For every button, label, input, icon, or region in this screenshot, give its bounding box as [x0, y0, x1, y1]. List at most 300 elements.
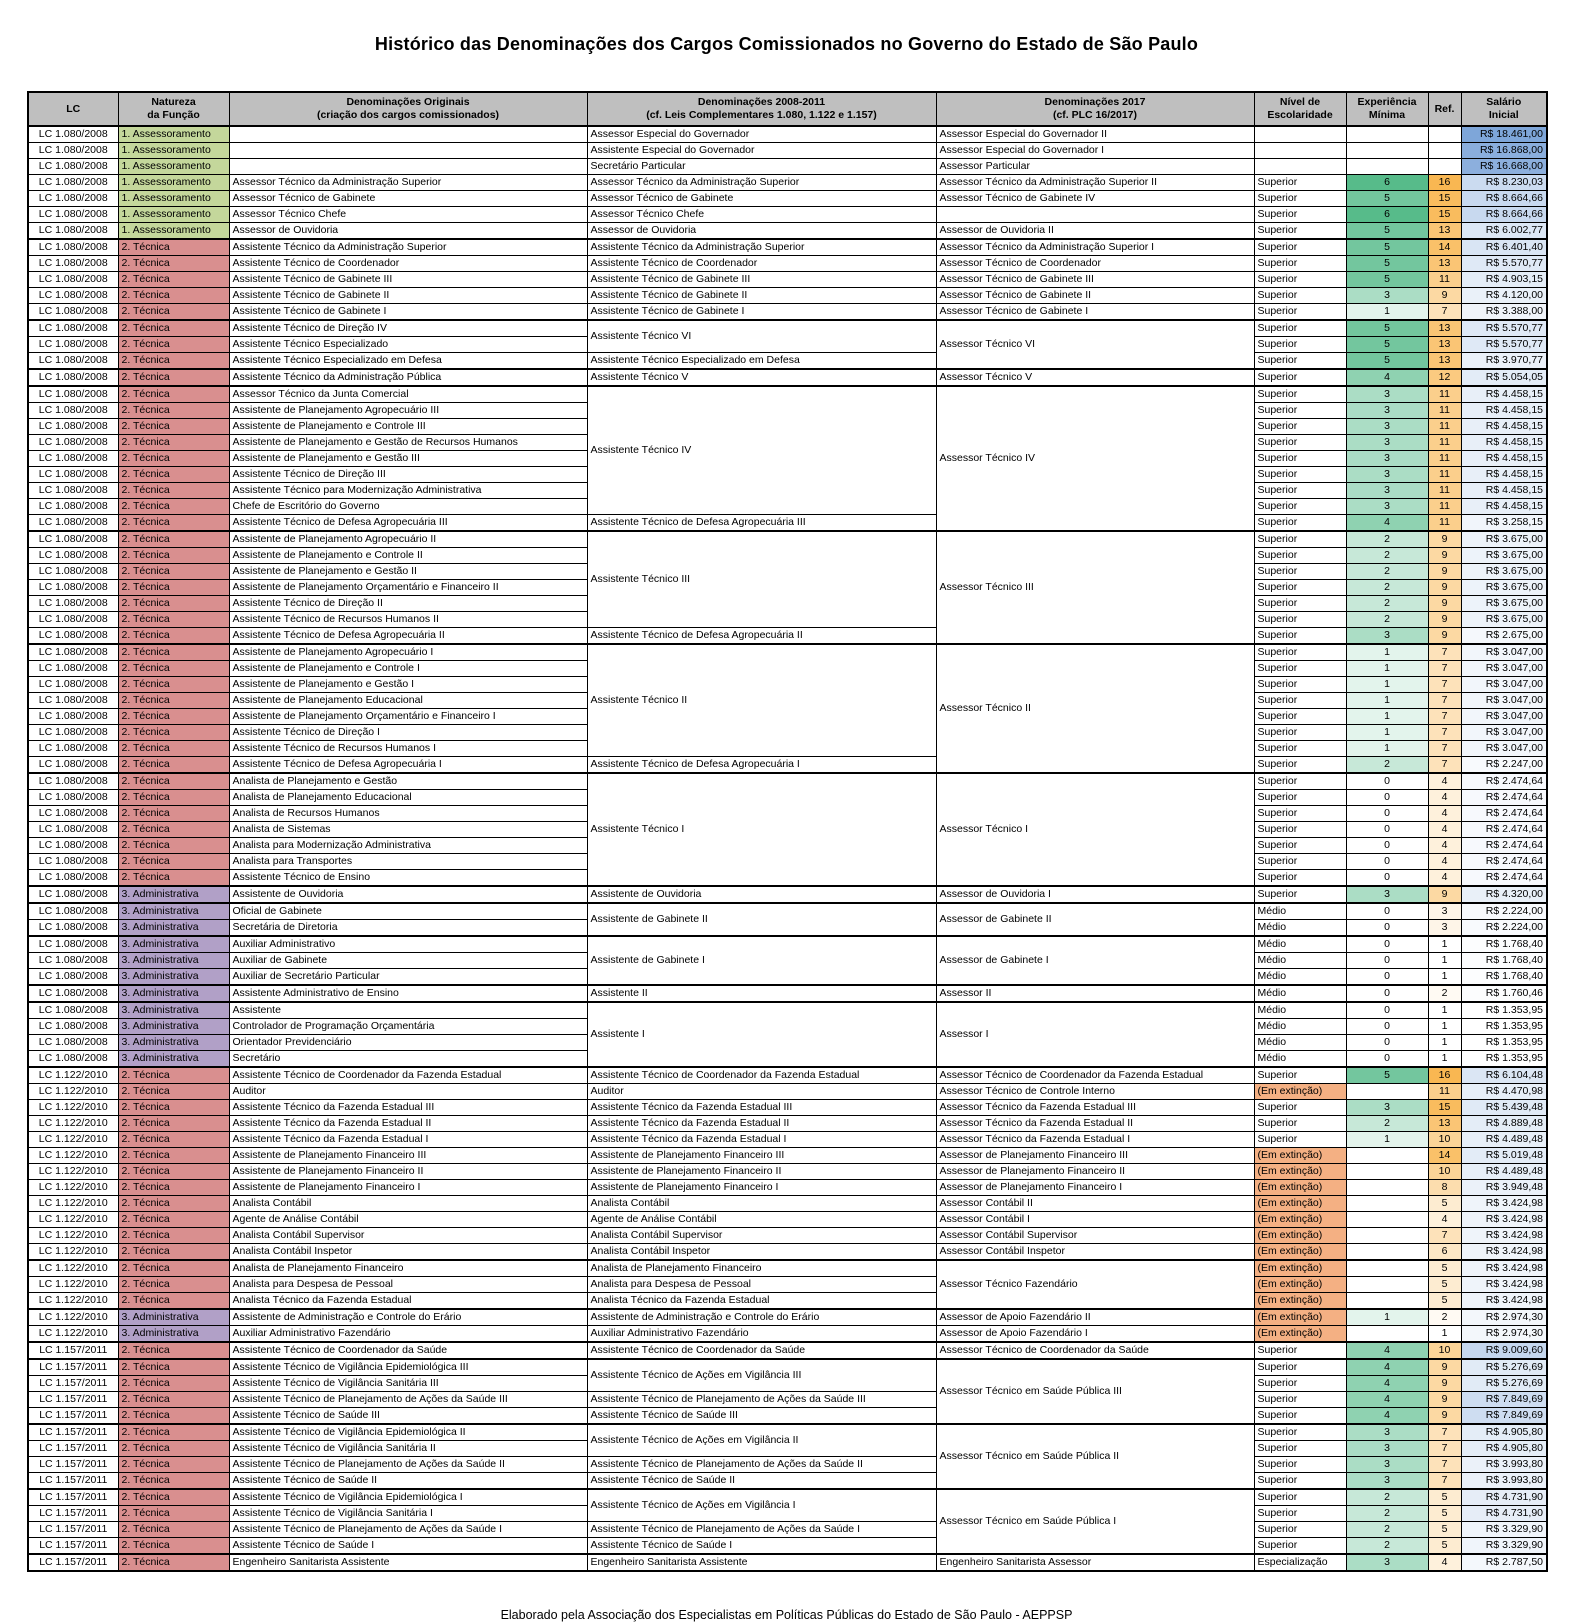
lc-cell: LC 1.080/2008	[28, 1002, 118, 1019]
denominacao-original-cell	[229, 143, 587, 159]
lc-cell: LC 1.080/2008	[28, 320, 118, 337]
natureza-cell: 2. Técnica	[118, 1277, 229, 1293]
salario-cell: R$ 1.768,40	[1461, 969, 1547, 986]
table-row	[28, 1309, 1547, 1326]
table-row	[28, 1212, 1547, 1228]
escolaridade-cell	[1254, 159, 1346, 175]
salario-cell: R$ 3.993,80	[1461, 1457, 1547, 1473]
table-row	[28, 1408, 1547, 1425]
escolaridade-cell: Superior	[1254, 191, 1346, 207]
ref-cell: 2	[1428, 985, 1461, 1002]
denominacao-2017-cell: Assessor de Planejamento Financeiro II	[936, 1164, 1254, 1180]
natureza-cell: 2. Técnica	[118, 693, 229, 709]
denominacao-2008-cell: Analista para Despesa de Pessoal	[587, 1277, 936, 1293]
natureza-cell: 2. Técnica	[118, 838, 229, 854]
experiencia-cell: 5	[1346, 239, 1428, 256]
experiencia-cell: 3	[1346, 419, 1428, 435]
denominacao-original-cell: Analista para Transportes	[229, 854, 587, 870]
escolaridade-cell: Superior	[1254, 741, 1346, 757]
ref-cell: 15	[1428, 1100, 1461, 1116]
natureza-cell: 2. Técnica	[118, 1506, 229, 1522]
escolaridade-cell: Superior	[1254, 369, 1346, 386]
lc-cell: LC 1.080/2008	[28, 822, 118, 838]
salario-cell: R$ 4.470,98	[1461, 1084, 1547, 1100]
escolaridade-cell: Superior	[1254, 628, 1346, 645]
denominacao-original-cell: Oficial de Gabinete	[229, 903, 587, 920]
escolaridade-cell: Superior	[1254, 419, 1346, 435]
table-row	[28, 1489, 1547, 1506]
experiencia-cell: 3	[1346, 1473, 1428, 1490]
denominacao-2008-cell: Assistente Técnico de Defesa Agropecuária III	[587, 515, 936, 532]
denominacao-original-cell: Assistente de Planejamento Financeiro II	[229, 1164, 587, 1180]
salario-cell: R$ 3.675,00	[1461, 580, 1547, 596]
denominacao-2017-cell: Assessor de Planejamento Financeiro III	[936, 1148, 1254, 1164]
escolaridade-cell: Superior	[1254, 1116, 1346, 1132]
denominacao-2017-cell: Assessor Contábil II	[936, 1196, 1254, 1212]
ref-cell: 6	[1428, 1244, 1461, 1261]
natureza-cell: 2. Técnica	[118, 320, 229, 337]
denominacao-2008-cell: Assistente Técnico da Fazenda Estadual III	[587, 1100, 936, 1116]
natureza-cell: 2. Técnica	[118, 628, 229, 645]
salario-cell: R$ 3.258,15	[1461, 515, 1547, 532]
salario-cell: R$ 3.675,00	[1461, 531, 1547, 548]
salario-cell: R$ 3.424,98	[1461, 1212, 1547, 1228]
natureza-cell: 2. Técnica	[118, 677, 229, 693]
denominacao-2017-cell: Assessor de Ouvidoria II	[936, 223, 1254, 240]
escolaridade-cell: (Em extinção)	[1254, 1196, 1346, 1212]
natureza-cell: 2. Técnica	[118, 1554, 229, 1571]
ref-cell: 11	[1428, 419, 1461, 435]
lc-cell: LC 1.080/2008	[28, 580, 118, 596]
salario-cell: R$ 4.458,15	[1461, 499, 1547, 515]
denominacao-2008-cell: Assistente Técnico da Administração Superior	[587, 239, 936, 256]
table-row	[28, 1084, 1547, 1100]
denominacao-2017-cell: Assessor de Apoio Fazendário II	[936, 1309, 1254, 1326]
escolaridade-cell: Superior	[1254, 773, 1346, 790]
escolaridade-cell: Superior	[1254, 304, 1346, 321]
table-row	[28, 1228, 1547, 1244]
denominacao-original-cell: Assistente Técnico de Vigilância Sanitária I	[229, 1506, 587, 1522]
salario-cell: R$ 1.768,40	[1461, 936, 1547, 953]
natureza-cell: 2. Técnica	[118, 1538, 229, 1555]
escolaridade-cell: Superior	[1254, 435, 1346, 451]
natureza-cell: 2. Técnica	[118, 596, 229, 612]
experiencia-cell: 0	[1346, 870, 1428, 887]
natureza-cell: 3. Administrativa	[118, 1035, 229, 1051]
lc-cell: LC 1.122/2010	[28, 1116, 118, 1132]
escolaridade-cell: Superior	[1254, 1376, 1346, 1392]
denominacao-original-cell: Assistente Técnico de Recursos Humanos I	[229, 741, 587, 757]
denominacao-original-cell	[229, 159, 587, 175]
lc-cell: LC 1.080/2008	[28, 126, 118, 143]
ref-cell: 5	[1428, 1260, 1461, 1277]
table-row	[28, 1342, 1547, 1359]
denominacao-2017-cell: Assessor de Gabinete II	[936, 903, 1254, 936]
experiencia-cell: 4	[1346, 1359, 1428, 1376]
denominacao-2008-cell: Engenheiro Sanitarista Assistente	[587, 1554, 936, 1571]
ref-cell: 1	[1428, 1019, 1461, 1035]
experiencia-cell	[1346, 1244, 1428, 1261]
natureza-cell: 2. Técnica	[118, 451, 229, 467]
denominacao-original-cell: Assistente de Planejamento Agropecuário I	[229, 644, 587, 661]
lc-cell: LC 1.080/2008	[28, 725, 118, 741]
lc-cell: LC 1.080/2008	[28, 207, 118, 223]
lc-cell: LC 1.157/2011	[28, 1522, 118, 1538]
natureza-cell: 1. Assessoramento	[118, 126, 229, 143]
ref-cell: 1	[1428, 1002, 1461, 1019]
lc-cell: LC 1.080/2008	[28, 483, 118, 499]
denominacao-original-cell: Assistente Técnico de Direção III	[229, 467, 587, 483]
denominacao-2008-cell: Assistente Técnico de Ações em Vigilância II	[587, 1424, 936, 1457]
salario-cell: R$ 3.675,00	[1461, 596, 1547, 612]
escolaridade-cell: Superior	[1254, 483, 1346, 499]
experiencia-cell	[1346, 1212, 1428, 1228]
table-row	[28, 159, 1547, 175]
natureza-cell: 3. Administrativa	[118, 1002, 229, 1019]
salario-cell: R$ 3.329,90	[1461, 1522, 1547, 1538]
escolaridade-cell: Especialização	[1254, 1554, 1346, 1571]
ref-cell: 11	[1428, 386, 1461, 403]
denominacao-2017-cell: Assessor Técnico V	[936, 369, 1254, 386]
natureza-cell: 1. Assessoramento	[118, 191, 229, 207]
denominacao-2017-cell: Assessor Técnico I	[936, 773, 1254, 886]
lc-cell: LC 1.080/2008	[28, 953, 118, 969]
experiencia-cell: 3	[1346, 467, 1428, 483]
natureza-cell: 2. Técnica	[118, 353, 229, 370]
natureza-cell: 2. Técnica	[118, 515, 229, 532]
table-row	[28, 1473, 1547, 1490]
denominacao-original-cell: Assessor de Ouvidoria	[229, 223, 587, 240]
ref-cell: 15	[1428, 191, 1461, 207]
experiencia-cell: 0	[1346, 854, 1428, 870]
denominacao-2008-cell: Analista Técnico da Fazenda Estadual	[587, 1293, 936, 1310]
denominacao-original-cell: Agente de Análise Contábil	[229, 1212, 587, 1228]
experiencia-cell: 0	[1346, 953, 1428, 969]
denominacao-2008-cell: Assistente Técnico de Saúde III	[587, 1408, 936, 1425]
salario-cell: R$ 3.047,00	[1461, 644, 1547, 661]
natureza-cell: 3. Administrativa	[118, 953, 229, 969]
escolaridade-cell: Superior	[1254, 693, 1346, 709]
natureza-cell: 2. Técnica	[118, 854, 229, 870]
denominacao-2008-cell: Assistente de Gabinete II	[587, 903, 936, 936]
salario-cell: R$ 3.388,00	[1461, 304, 1547, 321]
denominacao-original-cell: Assistente Técnico de Saúde II	[229, 1473, 587, 1490]
lc-cell: LC 1.080/2008	[28, 741, 118, 757]
experiencia-cell: 0	[1346, 1035, 1428, 1051]
salario-cell: R$ 3.047,00	[1461, 725, 1547, 741]
denominacao-original-cell: Assistente Técnico de Ensino	[229, 870, 587, 887]
ref-cell: 5	[1428, 1196, 1461, 1212]
salario-cell: R$ 3.993,80	[1461, 1473, 1547, 1490]
salario-cell: R$ 9.009,60	[1461, 1342, 1547, 1359]
natureza-cell: 2. Técnica	[118, 1132, 229, 1148]
lc-cell: LC 1.080/2008	[28, 693, 118, 709]
denominacao-original-cell: Assistente Técnico Especializado em Defesa	[229, 353, 587, 370]
escolaridade-cell: Superior	[1254, 256, 1346, 272]
escolaridade-cell: Superior	[1254, 1457, 1346, 1473]
table-row	[28, 175, 1547, 191]
table-row	[28, 191, 1547, 207]
escolaridade-cell: Superior	[1254, 239, 1346, 256]
natureza-cell: 2. Técnica	[118, 531, 229, 548]
denominacao-2008-cell: Assistente Técnico de Defesa Agropecuária I	[587, 757, 936, 774]
denominacao-2017-cell: Assessor Contábil I	[936, 1212, 1254, 1228]
ref-cell	[1428, 143, 1461, 159]
table-row	[28, 288, 1547, 304]
experiencia-cell: 3	[1346, 288, 1428, 304]
lc-cell: LC 1.080/2008	[28, 985, 118, 1002]
denominacao-2008-cell: Assistente Técnico de Gabinete III	[587, 272, 936, 288]
escolaridade-cell: Superior	[1254, 870, 1346, 887]
ref-cell: 13	[1428, 320, 1461, 337]
lc-cell: LC 1.080/2008	[28, 175, 118, 191]
denominacao-2008-cell: Assessor de Ouvidoria	[587, 223, 936, 240]
lc-cell: LC 1.080/2008	[28, 1035, 118, 1051]
natureza-cell: 2. Técnica	[118, 1196, 229, 1212]
natureza-cell: 2. Técnica	[118, 1180, 229, 1196]
denominacao-2008-cell: Analista Contábil Supervisor	[587, 1228, 936, 1244]
experiencia-cell: 4	[1346, 1376, 1428, 1392]
table-header-row	[28, 92, 1547, 126]
natureza-cell: 3. Administrativa	[118, 1309, 229, 1326]
denominacao-2008-cell: Assistente Especial do Governador	[587, 143, 936, 159]
escolaridade-cell: Superior	[1254, 757, 1346, 774]
experiencia-cell: 2	[1346, 1116, 1428, 1132]
escolaridade-cell: Superior	[1254, 661, 1346, 677]
denominacao-2017-cell: Assessor Técnico em Saúde Pública I	[936, 1489, 1254, 1554]
lc-cell: LC 1.122/2010	[28, 1164, 118, 1180]
denominacao-original-cell: Auxiliar Administrativo Fazendário	[229, 1326, 587, 1343]
ref-cell: 9	[1428, 564, 1461, 580]
escolaridade-cell: Superior	[1254, 725, 1346, 741]
escolaridade-cell	[1254, 126, 1346, 143]
natureza-cell: 2. Técnica	[118, 1342, 229, 1359]
escolaridade-cell: (Em extinção)	[1254, 1148, 1346, 1164]
experiencia-cell	[1346, 159, 1428, 175]
natureza-cell: 3. Administrativa	[118, 903, 229, 920]
denominacao-2008-cell: Assistente Técnico de Gabinete II	[587, 288, 936, 304]
natureza-cell: 3. Administrativa	[118, 1051, 229, 1068]
salario-cell: R$ 3.675,00	[1461, 548, 1547, 564]
escolaridade-cell: Superior	[1254, 499, 1346, 515]
natureza-cell: 2. Técnica	[118, 1359, 229, 1376]
experiencia-cell: 0	[1346, 920, 1428, 937]
denominacao-2017-cell: Assessor Técnico em Saúde Pública III	[936, 1359, 1254, 1424]
ref-cell: 7	[1428, 1424, 1461, 1441]
salario-cell: R$ 5.019,48	[1461, 1148, 1547, 1164]
salario-cell: R$ 2.474,64	[1461, 773, 1547, 790]
experiencia-cell: 1	[1346, 677, 1428, 693]
experiencia-cell: 3	[1346, 1457, 1428, 1473]
denominacao-original-cell: Assistente	[229, 1002, 587, 1019]
natureza-cell: 2. Técnica	[118, 304, 229, 321]
experiencia-cell: 5	[1346, 256, 1428, 272]
table-row	[28, 320, 1547, 337]
lc-cell: LC 1.122/2010	[28, 1196, 118, 1212]
denominacao-2008-cell: Assistente de Ouvidoria	[587, 886, 936, 903]
salario-cell: R$ 3.970,77	[1461, 353, 1547, 370]
natureza-cell: 2. Técnica	[118, 483, 229, 499]
natureza-cell: 2. Técnica	[118, 1067, 229, 1084]
denominacao-original-cell: Assessor Técnico da Junta Comercial	[229, 386, 587, 403]
denominacao-2008-cell: Auxiliar Administrativo Fazendário	[587, 1326, 936, 1343]
ref-cell: 13	[1428, 337, 1461, 353]
salario-cell: R$ 1.768,40	[1461, 953, 1547, 969]
denominacao-original-cell: Assistente Técnico de Planejamento de Ações da Saúde I	[229, 1522, 587, 1538]
experiencia-cell: 2	[1346, 596, 1428, 612]
table-row	[28, 1148, 1547, 1164]
denominacao-original-cell: Assistente Técnico da Administração Superior	[229, 239, 587, 256]
table-row	[28, 223, 1547, 240]
ref-cell: 9	[1428, 1359, 1461, 1376]
denominacao-2008-cell: Assistente Técnico II	[587, 644, 936, 757]
ref-cell: 9	[1428, 596, 1461, 612]
table-row	[28, 272, 1547, 288]
experiencia-cell	[1346, 1293, 1428, 1310]
column-header: Ref.	[1428, 92, 1461, 126]
lc-cell: LC 1.080/2008	[28, 304, 118, 321]
salario-cell: R$ 1.353,95	[1461, 1019, 1547, 1035]
lc-cell: LC 1.080/2008	[28, 806, 118, 822]
escolaridade-cell: Médio	[1254, 903, 1346, 920]
ref-cell: 5	[1428, 1489, 1461, 1506]
salario-cell: R$ 1.353,95	[1461, 1051, 1547, 1068]
ref-cell: 3	[1428, 920, 1461, 937]
experiencia-cell: 0	[1346, 838, 1428, 854]
escolaridade-cell: (Em extinção)	[1254, 1260, 1346, 1277]
table-row	[28, 1100, 1547, 1116]
denominacao-2008-cell: Assistente Técnico IV	[587, 386, 936, 515]
escolaridade-cell: Médio	[1254, 1051, 1346, 1068]
lc-cell: LC 1.080/2008	[28, 272, 118, 288]
ref-cell: 16	[1428, 1067, 1461, 1084]
ref-cell: 7	[1428, 1441, 1461, 1457]
ref-cell: 7	[1428, 693, 1461, 709]
lc-cell: LC 1.080/2008	[28, 256, 118, 272]
denominacao-2017-cell: Assessor Técnico da Administração Superior I	[936, 239, 1254, 256]
salario-cell: R$ 3.424,98	[1461, 1277, 1547, 1293]
salario-cell: R$ 4.889,48	[1461, 1116, 1547, 1132]
salario-cell: R$ 5.570,77	[1461, 337, 1547, 353]
experiencia-cell	[1346, 1148, 1428, 1164]
ref-cell: 13	[1428, 256, 1461, 272]
denominacao-2017-cell: Assessor de Gabinete I	[936, 936, 1254, 985]
escolaridade-cell: Médio	[1254, 969, 1346, 986]
denominacao-original-cell: Secretário	[229, 1051, 587, 1068]
escolaridade-cell: Superior	[1254, 353, 1346, 370]
ref-cell: 3	[1428, 903, 1461, 920]
escolaridade-cell: Superior	[1254, 806, 1346, 822]
lc-cell: LC 1.080/2008	[28, 628, 118, 645]
experiencia-cell: 0	[1346, 1051, 1428, 1068]
denominacao-original-cell: Assistente Técnico Especializado	[229, 337, 587, 353]
table-row	[28, 531, 1547, 548]
experiencia-cell: 4	[1346, 369, 1428, 386]
denominacao-2017-cell: Assessor Particular	[936, 159, 1254, 175]
escolaridade-cell: Superior	[1254, 1538, 1346, 1555]
denominacao-original-cell: Analista Contábil Supervisor	[229, 1228, 587, 1244]
denominacao-2017-cell: Assessor II	[936, 985, 1254, 1002]
escolaridade-cell: Superior	[1254, 320, 1346, 337]
natureza-cell: 2. Técnica	[118, 1260, 229, 1277]
lc-cell: LC 1.122/2010	[28, 1180, 118, 1196]
experiencia-cell: 3	[1346, 1100, 1428, 1116]
natureza-cell: 2. Técnica	[118, 773, 229, 790]
experiencia-cell: 1	[1346, 709, 1428, 725]
salario-cell: R$ 4.458,15	[1461, 386, 1547, 403]
experiencia-cell	[1346, 1196, 1428, 1212]
escolaridade-cell: Médio	[1254, 920, 1346, 937]
natureza-cell: 3. Administrativa	[118, 1019, 229, 1035]
lc-cell: LC 1.157/2011	[28, 1538, 118, 1555]
ref-cell: 9	[1428, 612, 1461, 628]
natureza-cell: 2. Técnica	[118, 1116, 229, 1132]
lc-cell: LC 1.080/2008	[28, 969, 118, 986]
salario-cell: R$ 3.329,90	[1461, 1538, 1547, 1555]
denominacao-original-cell: Assistente Técnico de Defesa Agropecuária III	[229, 515, 587, 532]
denominacao-2017-cell: Assessor Técnico da Administração Superior II	[936, 175, 1254, 191]
experiencia-cell	[1346, 1260, 1428, 1277]
lc-cell: LC 1.122/2010	[28, 1100, 118, 1116]
escolaridade-cell: Superior	[1254, 596, 1346, 612]
natureza-cell: 3. Administrativa	[118, 1326, 229, 1343]
experiencia-cell: 2	[1346, 548, 1428, 564]
experiencia-cell: 0	[1346, 773, 1428, 790]
ref-cell: 5	[1428, 1522, 1461, 1538]
lc-cell: LC 1.080/2008	[28, 612, 118, 628]
ref-cell: 4	[1428, 1212, 1461, 1228]
experiencia-cell: 3	[1346, 1424, 1428, 1441]
denominacao-original-cell: Assistente de Planejamento Educacional	[229, 693, 587, 709]
table-row	[28, 515, 1547, 532]
denominacao-original-cell: Assistente Técnico de Vigilância Sanitária III	[229, 1376, 587, 1392]
escolaridade-cell: Superior	[1254, 175, 1346, 191]
ref-cell: 9	[1428, 580, 1461, 596]
natureza-cell: 2. Técnica	[118, 1164, 229, 1180]
ref-cell: 15	[1428, 207, 1461, 223]
lc-cell: LC 1.080/2008	[28, 467, 118, 483]
salario-cell: R$ 2.474,64	[1461, 838, 1547, 854]
natureza-cell: 2. Técnica	[118, 1293, 229, 1310]
lc-cell: LC 1.080/2008	[28, 337, 118, 353]
natureza-cell: 2. Técnica	[118, 1244, 229, 1261]
lc-cell: LC 1.080/2008	[28, 854, 118, 870]
denominacao-2017-cell: Assessor Técnico II	[936, 644, 1254, 773]
ref-cell: 16	[1428, 175, 1461, 191]
ref-cell: 2	[1428, 1309, 1461, 1326]
denominacao-original-cell: Assistente de Planejamento e Controle III	[229, 419, 587, 435]
ref-cell: 1	[1428, 953, 1461, 969]
salario-cell: R$ 3.949,48	[1461, 1180, 1547, 1196]
denominacao-2008-cell: Analista Contábil	[587, 1196, 936, 1212]
salario-cell: R$ 2.675,00	[1461, 628, 1547, 645]
denominacao-2017-cell: Assessor Técnico VI	[936, 320, 1254, 369]
table-row	[28, 386, 1547, 403]
escolaridade-cell: Superior	[1254, 854, 1346, 870]
ref-cell: 5	[1428, 1506, 1461, 1522]
experiencia-cell: 2	[1346, 1538, 1428, 1555]
denominacao-2008-cell: Assistente de Planejamento Financeiro I	[587, 1180, 936, 1196]
ref-cell: 5	[1428, 1277, 1461, 1293]
escolaridade-cell: (Em extinção)	[1254, 1244, 1346, 1261]
experiencia-cell: 0	[1346, 806, 1428, 822]
experiencia-cell: 0	[1346, 1019, 1428, 1035]
ref-cell: 14	[1428, 1148, 1461, 1164]
salario-cell: R$ 4.905,80	[1461, 1424, 1547, 1441]
lc-cell: LC 1.080/2008	[28, 239, 118, 256]
lc-cell: LC 1.122/2010	[28, 1277, 118, 1293]
denominacao-2017-cell: Assessor Técnico Fazendário	[936, 1260, 1254, 1309]
